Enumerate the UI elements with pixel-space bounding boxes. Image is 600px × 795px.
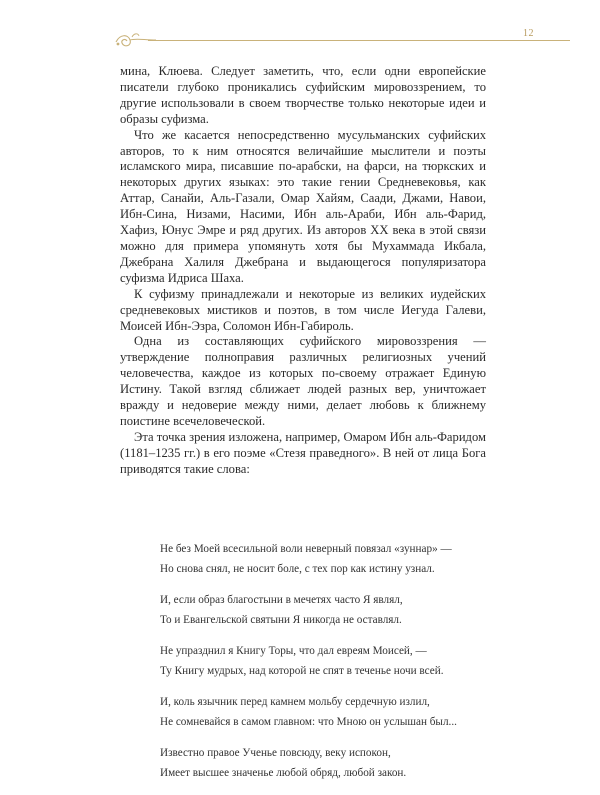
stanza xyxy=(160,540,500,579)
verse-line: Но снова снял, не носит боле, с тех пор как истину узнал. xyxy=(160,562,435,575)
stanza xyxy=(160,642,500,681)
paragraph: Эта точка зрения изложена, например, Омаром Ибн аль-Фаридом (1181–1235 гг.) в его поэме «Стезя праведного». В ней от лица Бога приводятся такие слова: xyxy=(120,429,486,476)
verse-line: Не сомневайся в самом главном: что Мною он услышан был... xyxy=(160,715,457,728)
verse-line: Имеет высшее значенье любой обряд, любой закон. xyxy=(160,766,407,779)
header-rule xyxy=(148,40,570,41)
paragraph: мина, Клюева. Следует заметить, что, если одни европейские писатели глубоко проникались суфийским мировоззрением, то другие использовали в своем творчестве только некоторые идеи и образы суфизма. xyxy=(120,64,486,126)
page-number: 12 xyxy=(523,28,534,39)
verse-line: То и Евангельской святыни Я никогда не оставлял. xyxy=(160,613,402,626)
verse-line: Не без Моей всесильной воли неверный повязал «зуннар» — xyxy=(160,543,452,555)
verse-line: И, если образ благостыни в мечетях часто Я являл, xyxy=(160,594,403,606)
poem-quote xyxy=(160,540,500,795)
verse-line: И, коль язычник перед камнем мольбу сердечную излил, xyxy=(160,696,430,708)
verse-line: Известно правое Ученье повсюду, веку испокон, xyxy=(160,747,391,759)
verse-line: Не упразднил я Книгу Торы, что дал евреям Моисей, — xyxy=(160,645,427,657)
paragraph: Что же касается непосредственно мусульманских суфийских авторов, то к ним относятся величайшие мыслители и поэты исламского мира, писавшие по-арабски, на фарси, на тюркских и некоторых других языках: это такие гении Средневековья, как Аттар, Санайи, Аль-Газали, Омар Хайям, Саади, Джами, Навои, Ибн-Сина, Низами, Насими, Ибн аль-Араби, Ибн аль-Фарид, Хафиз, Юнус Эмре и ряд других. Из авторов XX века в этой связи можно для примера упомянуть хотя бы Мухаммада Икбала, Джебрана Халиля Джебрана и выдающегося популяризатора суфизма Идриса Шаха. xyxy=(120,127,486,285)
verse-line: Ту Книгу мудрых, над которой не спят в теченье ночи всей. xyxy=(160,664,444,677)
stanza xyxy=(160,693,500,732)
paragraph: К суфизму принадлежали и некоторые из великих иудейских средневековых мистиков и поэтов, в том числе Иегуда Галеви, Моисей Ибн-Эзра, Соломон Ибн-Габироль. xyxy=(120,286,486,333)
body-text xyxy=(120,64,486,478)
paragraph: Одна из составляющих суфийского мировоззрения — утверждение полноправия различных религиозных учений человечества, каждое из которых по-своему отражает Единую Истину. Такой взгляд сближает людей разных вер, уничтожает вражду и недоверие между ними, делает любовь к ближнему поистине всечеловеческой. xyxy=(120,334,486,428)
stanza xyxy=(160,591,500,630)
